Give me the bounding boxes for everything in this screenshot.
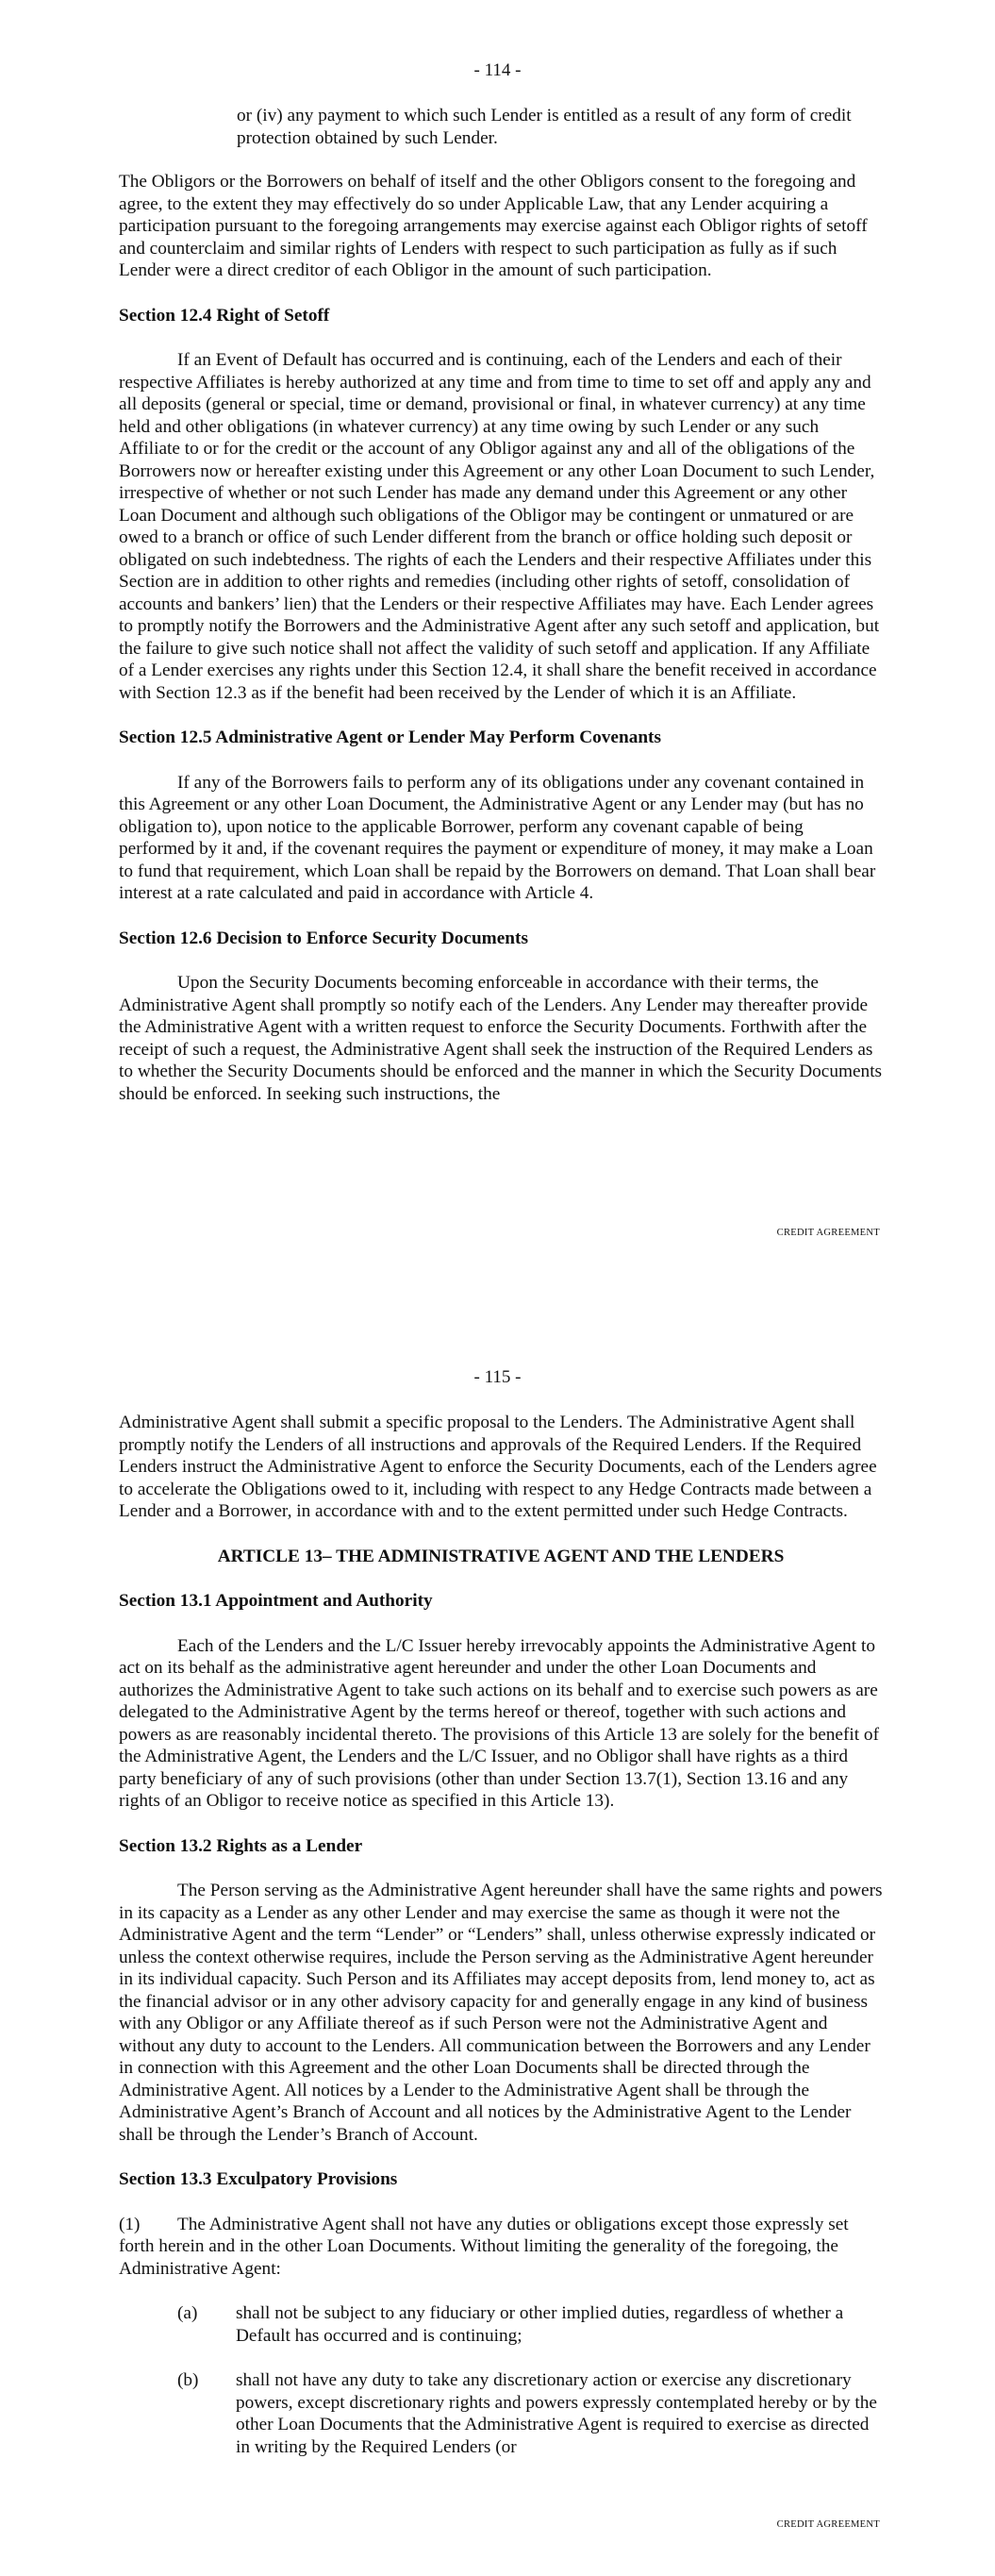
section-13-2-body: The Person serving as the Administrative Agent hereunder shall have the same rights and powers in its capacity as a Lender as any other Lender and may exercise the same as though it were not the Administrative Agent and the term “Lender” or “Lenders” shall, unless otherwise expressly indicated or unless the context otherwise requires, include the Person serving as the Administrative Agent hereunder in its individual capacity. Such Person and its Affiliates may accept deposits from, lend money to, act as the financial advisor or in any other advisory capacity for and generally engage in any kind of business with any Obligor or any Affiliate thereof as if such Person were not the Administrative Agent and without any duty to account to the Lenders. All communication between the Borrowers and any Lender in connection with this Agreement and the other Loan Documents shall be directed through the Administrative Agent. All notices by a Lender to the Administrative Agent shall be through the Administrative Agent’s Branch of Account and all notices by the Administrative Agent to the Lender shall be through the Lender’s Branch of Account. xyxy=(119,1881,883,2145)
article-13-heading: ARTICLE 13– THE ADMINISTRATIVE AGENT AND THE LENDERS xyxy=(217,1546,785,1566)
section-13-3-heading: Section 13.3 Exculpatory Provisions xyxy=(119,2169,398,2189)
section-13-3-paragraph-1 xyxy=(119,2214,883,2281)
page-footer: CREDIT AGREEMENT xyxy=(776,2519,880,2530)
page-number: - 115 - xyxy=(473,1367,522,1387)
list-item xyxy=(119,2302,883,2347)
paragraph-text: The Administrative Agent shall not have any duties or obligations except those expressly set forth herein and in the other Loan Documents. Without limiting the generality of the foregoing, the Administrative Agent: xyxy=(119,2214,849,2279)
consent-paragraph: The Obligors or the Borrowers on behalf of itself and the other Obligors consent to the foregoing and agree, to the extent they may effectively do so under Applicable Law, that any Lender acquiring a participation pursuant to the foregoing arrangements may exercise against each Obligor rights of setoff and counterclaim and similar rights of Lenders with respect to such participation as fully as if such Lender were a direct creditor of each Obligor in the amount of such participation. xyxy=(119,172,868,280)
section-12-6-heading: Section 12.6 Decision to Enforce Security Documents xyxy=(119,928,528,948)
section-13-1-body: Each of the Lenders and the L/C Issuer hereby irrevocably appoints the Administrative Agent to act on its behalf as the administrative agent hereunder and under the other Loan Documents and authorizes the Administrative Agent to take such actions on its behalf and to exercise such powers as are delegated to the Administrative Agent by the terms hereof or thereof, together with such actions and powers as are reasonably incidental thereto. The provisions of this Article 13 are solely for the benefit of the Administrative Agent, the Lenders and the L/C Issuer, and no Obligor shall have rights as a third party beneficiary of any of such provisions (other than under Section 13.7(1), Section 13.16 and any rights of an Obligor to receive notice as specified in this Article 13). xyxy=(119,1635,879,1811)
page-body xyxy=(119,105,883,1105)
list-item xyxy=(119,2369,883,2458)
section-12-5-heading: Section 12.5 Administrative Agent or Lender May Perform Covenants xyxy=(119,728,661,747)
list-text: shall not have any duty to take any discretionary action or exercise any discretionary powers, except discretionary rights and powers expressly contemplated hereby or by the other Loan Documents that the Administrative Agent is required to exercise as directed in writing by the Required Lenders (or xyxy=(236,2370,877,2457)
page-body xyxy=(119,1412,883,2458)
list-marker: (a) xyxy=(177,2303,198,2323)
document-page-115 xyxy=(0,1293,995,2576)
page-footer: CREDIT AGREEMENT xyxy=(776,1228,880,1238)
paragraph-marker: (1) xyxy=(119,2214,141,2234)
section-13-1-heading: Section 13.1 Appointment and Authority xyxy=(119,1591,433,1611)
section-12-4-heading: Section 12.4 Right of Setoff xyxy=(119,305,330,326)
list-text: shall not be subject to any fiduciary or other implied duties, regardless of whether a Default has occurred and is continuing; xyxy=(236,2303,844,2346)
section-12-5-body: If any of the Borrowers fails to perform any of its obligations under any covenant contained in this Agreement or any other Loan Document, the Administrative Agent or any Lender may (but has no obligation to), upon notice to the applicable Borrower, perform any covenant capable of being performed by it and, if the covenant requires the payment or expenditure of money, it may make a Loan to fund that requirement, which Loan shall be repaid by the Borrowers on demand. That Loan shall bear interest at a rate calculated and paid in accordance with Article 4. xyxy=(119,772,876,903)
page-number: - 114 - xyxy=(473,60,522,80)
section-13-2-heading: Section 13.2 Rights as a Lender xyxy=(119,1835,363,1856)
section-12-4-body: If an Event of Default has occurred and is continuing, each of the Lenders and each of their respective Affiliates is hereby authorized at any time and from time to time to set off and apply any and all deposits (general or special, time or demand, provisional or final, in whatever currency) at any time held and other obligations (in whatever currency) at any time owing by such Lender or any such Affiliate to or for the credit or the account of any Obligor against any and all of the obligations of the Borrowers now or hereafter existing under this Agreement or any other Loan Document to such Lender, irrespective of whether or not such Lender has made any demand under this Agreement or any other Loan Document and although such obligations of the Obligor may be contingent or unmatured or are owed to a branch or office of such Lender different from the branch or office holding such deposit or obligated on such indebtedness. The rights of each the Lenders and their respective Affiliates under this Section are in addition to other rights and remedies (including other rights of setoff, consolidation of accounts and bankers’ lien) that the Lenders or their respective Affiliates may have. Each Lender agrees to promptly notify the Borrowers and the Administrative Agent after any such setoff and application, but the failure to give such notice shall not affect the validity of such setoff and application. If any Affiliate of a Lender exercises any rights under this Section 12.4, it shall share the benefit received in accordance with Section 12.3 as if the benefit had been received by the Lender of which it is an Affiliate. xyxy=(119,350,880,703)
clause-continuation: or (iv) any payment to which such Lender is entitled as a result of any form of credit protection obtained by such Lender. xyxy=(237,106,852,148)
section-12-6-continued: Administrative Agent shall submit a specific proposal to the Lenders. The Administrative Agent shall promptly notify the Lenders of all instructions and approvals of the Required Lenders. If the Required Lenders instruct the Administrative Agent to enforce the Security Documents, each of the Lenders agree to accelerate the Obligations owed to it, including with respect to any Hedge Contracts made between a Lender and a Borrower, in accordance with and to the extent permitted under such Hedge Contracts. xyxy=(119,1413,877,1521)
list-marker: (b) xyxy=(177,2370,199,2390)
section-12-6-body: Upon the Security Documents becoming enforceable in accordance with their terms, the Administrative Agent shall promptly so notify each of the Lenders. Any Lender may thereafter provide the Administrative Agent with a written request to enforce the Security Documents. Forthwith after the receipt of such a request, the Administrative Agent shall seek the instruction of the Required Lenders as to whether the Security Documents should be enforced and the manner in which the Security Documents should be enforced. In seeking such instructions, the xyxy=(119,973,883,1104)
